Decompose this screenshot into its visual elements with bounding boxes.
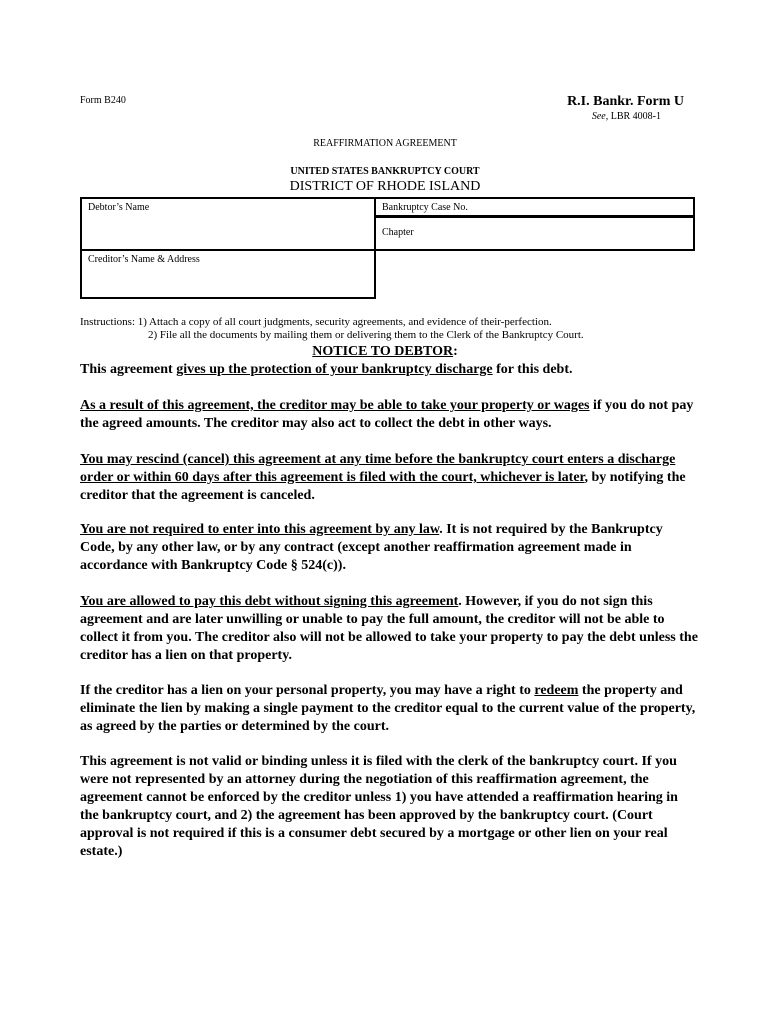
document-title: REAFFIRMATION AGREEMENT [313, 138, 457, 149]
chapter-label: Chapter [382, 227, 414, 238]
court-name: UNITED STATES BANKRUPTCY COURT [290, 166, 480, 177]
p2-underline: As a result of this agreement, the creditor may be able to take your property or wages [80, 398, 590, 413]
p4-underline: You are not required to enter into this agreement by any law [80, 522, 440, 537]
notice-paragraph-4 [80, 521, 700, 575]
notice-paragraph-3 [80, 451, 700, 505]
p3-underline: You may rescind (cancel) this agreement at any time before the bankruptcy court enters a discharge order or within 60 days after this agreement is filed with the court, whichever is later [80, 452, 676, 485]
case-number-field[interactable] [374, 197, 695, 217]
form-title: R.I. Bankr. Form U [567, 94, 684, 109]
p6-text-a: If the creditor has a lien on your personal property, you may have a right to [80, 683, 535, 698]
p1-underline: gives up the protection of your bankruptcy discharge [176, 362, 493, 377]
instructions-line-1: Instructions: 1) Attach a copy of all court judgments, security agreements, and evidence of their-perfection. [80, 316, 552, 328]
chapter-field[interactable] [374, 216, 695, 251]
notice-paragraph-7: This agreement is not valid or binding unless it is filed with the clerk of the bankruptcy court. If you were not represented by an attorney during the negotiation of this reaffirmation agreement, the agreement cannot be enforced by the creditor unless 1) you have attended a reaffirmation hearing in the bankruptcy court, and 2) the agreement has been approved by the bankruptcy court. (Court approval is not required if this is a consumer debt secured by a mortgage or other lien on your real estate.) [80, 754, 678, 859]
p2-text: if you do not pay the agreed amounts. The creditor may also act to collect the debt in other ways. [80, 398, 694, 431]
p1-text-b: for this debt. [492, 362, 573, 377]
district-name: DISTRICT OF RHODE ISLAND [289, 179, 481, 194]
p6-underline: redeem [534, 683, 579, 698]
p3-text: , by notifying the creditor that the agreement is canceled. [80, 470, 686, 503]
see-prefix: See [591, 111, 606, 122]
creditor-name-address-field[interactable] [80, 249, 376, 299]
notice-title-text: NOTICE TO DEBTOR [312, 344, 454, 359]
notice-paragraph-6 [80, 682, 700, 736]
p5-underline: You are allowed to pay this debt without signing this agreement [80, 594, 459, 609]
creditor-label: Creditor’s Name & Address [88, 254, 200, 265]
see-rest: , LBR 4008-1 [605, 111, 661, 122]
debtor-name-label: Debtor’s Name [88, 202, 150, 213]
p1-text-a: This agreement [80, 362, 177, 377]
notice-paragraph-5 [80, 593, 700, 665]
notice-title-colon: : [453, 344, 458, 359]
notice-title [0, 344, 770, 360]
p6-text-b: the property and eliminate the lien by making a single payment to the creditor equal to the current value of the property, as agreed by the parties or determined by the court. [80, 683, 696, 734]
instructions-line-2: 2) File all the documents by mailing them or delivering them to the Clerk of the Bankruptcy Court. [148, 329, 584, 341]
form-id: Form B240 [80, 95, 126, 106]
notice-paragraph-2 [80, 397, 700, 433]
p4-text: . It is not required by the Bankruptcy Code, by any other law, or by any contract (except another reaffirmation agreement made in accordance with Bankruptcy Code § 524(c)). [80, 522, 663, 573]
p5-text: . However, if you do not sign this agreement and are later unwilling or unable to pay the full amount, the creditor will not be able to collect it from you. The creditor also will not be allowed to take your property to pay the debt unless the creditor has a lien on that property. [80, 594, 698, 663]
case-number-label: Bankruptcy Case No. [382, 202, 468, 213]
notice-paragraph-1 [80, 361, 700, 379]
rule-reference [592, 111, 661, 122]
debtor-name-field[interactable] [80, 197, 376, 251]
